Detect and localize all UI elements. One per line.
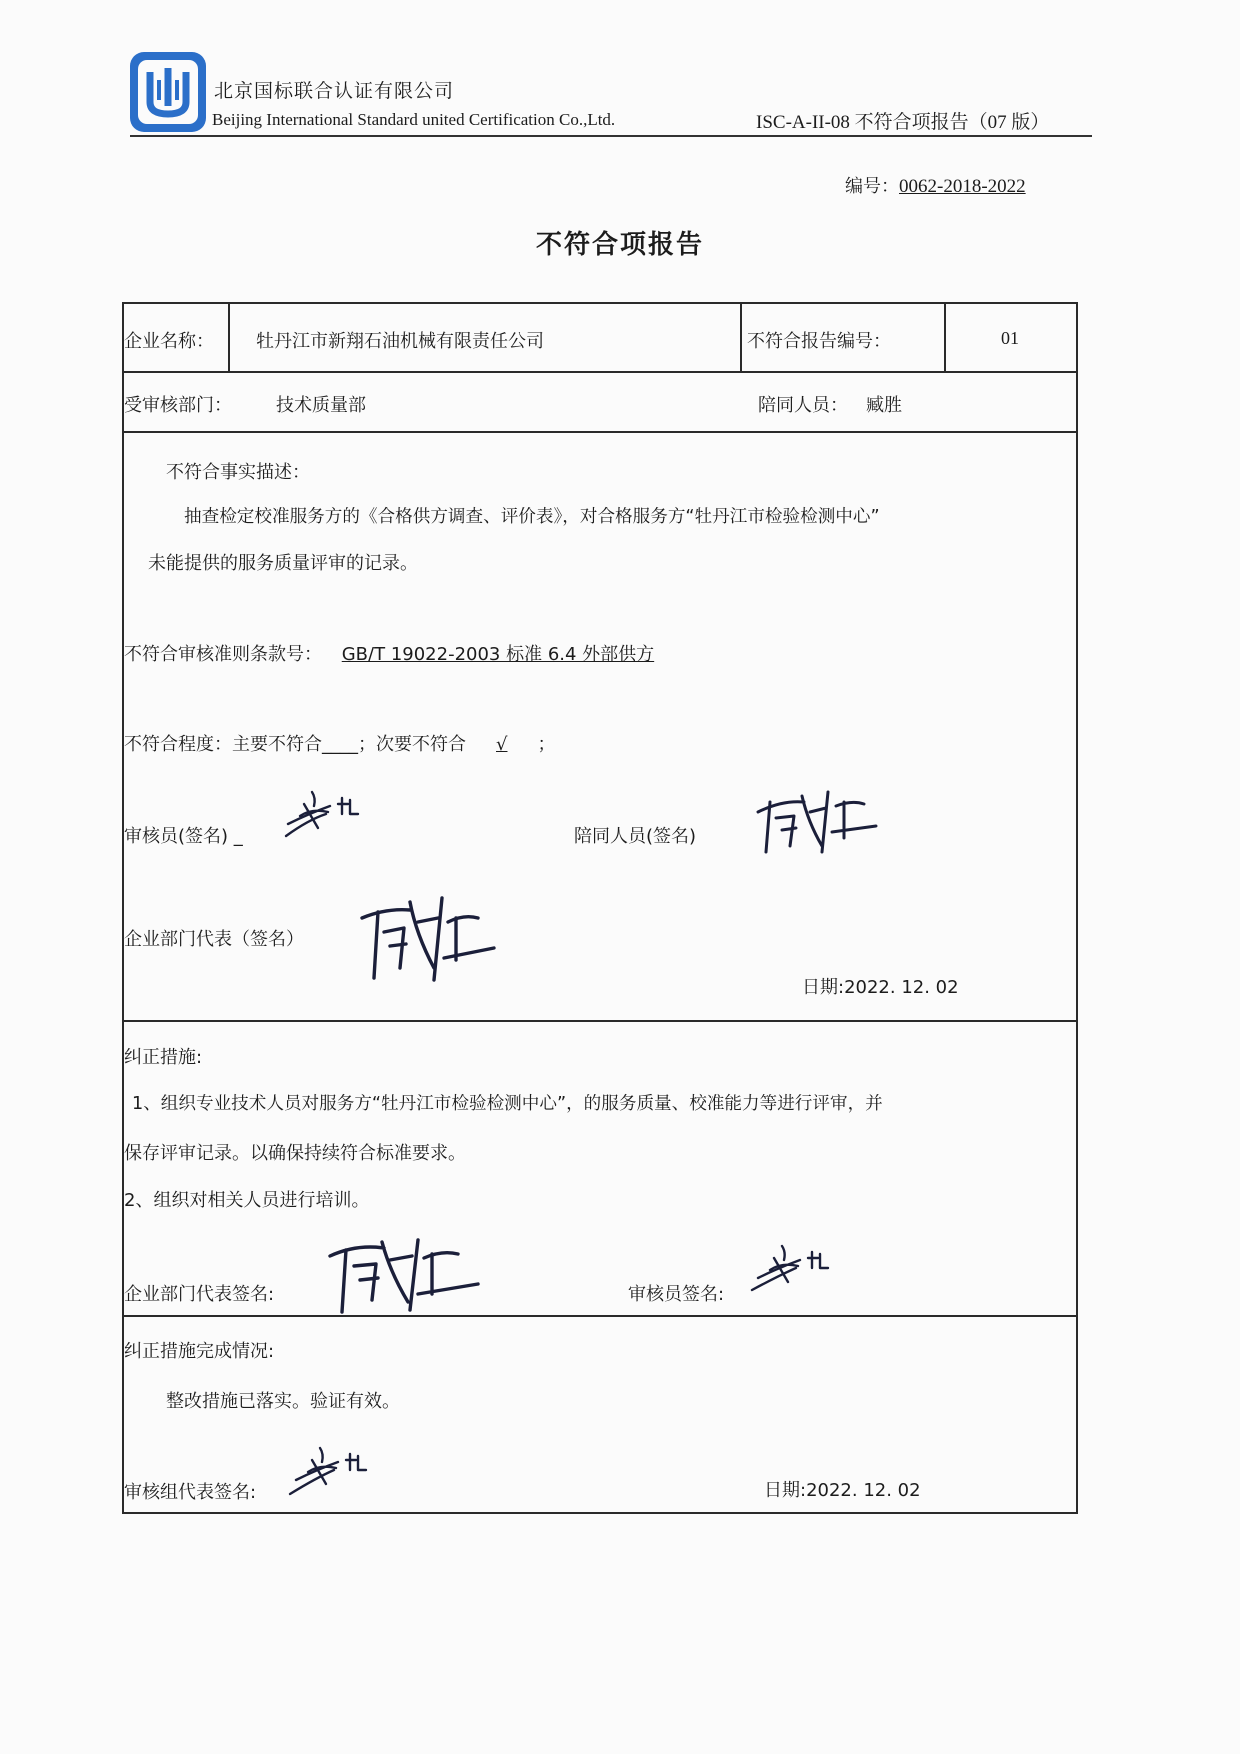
table-divider (944, 302, 946, 372)
clause-label: 不符合审核准则条款号： (124, 644, 322, 665)
form-code: ISC-A-II-08 不符合项报告（07 版） (756, 112, 1050, 133)
table-divider (122, 1315, 1078, 1317)
nonconformity-desc-label: 不符合事实描述： (166, 462, 310, 483)
team-signature (286, 1440, 386, 1500)
clause-row (124, 640, 692, 666)
company-name-en: Beijing International Standard united Certification Co.,Ltd. (212, 110, 616, 129)
auditor-sign-blank: _ (233, 826, 243, 847)
company-logo (128, 50, 208, 134)
table-divider (122, 371, 1078, 373)
document-title: 不符合项报告 (535, 230, 704, 260)
report-no-value: 01 (1001, 328, 1019, 348)
report-no-label: 不符合报告编号： (747, 331, 891, 352)
auditor-sign-label: 审核员(签名) (124, 826, 229, 847)
department-label: 受审核部门： (124, 395, 232, 416)
completion-label: 纠正措施完成情况: (124, 1341, 275, 1362)
department-value: 技术质量部 (276, 395, 366, 416)
completion-date: 日期:2022. 12. 02 (764, 1480, 921, 1501)
completion-text: 整改措施已落实。验证有效。 (166, 1391, 400, 1412)
rep-sign-label: 企业部门代表（签名） (124, 929, 304, 950)
clause-value: GB/T 19022-2003 标准 6.4 外部供方 (341, 644, 655, 665)
corrective-item1-line1: 1、组织专业技术人员对服务方“牡丹江市检验检测中心”，的服务质量、校准能力等进行评审，并 (132, 1094, 883, 1114)
corrective-rep-signature (326, 1236, 482, 1316)
report-number-label: 编号： (845, 176, 899, 197)
corrective-label: 纠正措施: (124, 1047, 203, 1068)
table-divider (122, 431, 1078, 433)
degree-major-blank: ____ (322, 734, 358, 755)
report-number (845, 172, 1026, 198)
team-sign-label: 审核组代表签名: (124, 1482, 257, 1503)
header-divider (130, 135, 1092, 137)
companion-value: 臧胜 (866, 395, 902, 416)
corrective-item2: 2、组织对相关人员进行培训。 (124, 1190, 370, 1211)
degree-end: ； (537, 734, 556, 755)
degree-label: 不符合程度：主要不符合 (124, 734, 322, 755)
corrective-auditor-signature (748, 1238, 848, 1298)
degree-row (124, 730, 555, 756)
company-value: 牡丹江市新翔石油机械有限责任公司 (256, 331, 544, 352)
corrective-rep-sign-label: 企业部门代表签名: (124, 1284, 275, 1305)
nonconformity-date: 日期:2022. 12. 02 (802, 977, 959, 998)
report-number-value: 0062-2018-2022 (899, 176, 1026, 197)
nonconformity-desc-line2: 未能提供的服务质量评审的记录。 (148, 553, 418, 574)
company-name-cn: 北京国标联合认证有限公司 (214, 80, 455, 102)
corrective-auditor-sign-label: 审核员签名: (628, 1284, 725, 1305)
degree-separator: ；次要不符合 (358, 734, 466, 755)
rep-signature (358, 888, 498, 988)
corrective-item1-line2: 保存评审记录。以确保持续符合标准要求。 (124, 1143, 466, 1164)
company-label: 企业名称： (124, 331, 214, 352)
auditor-signature (278, 784, 378, 844)
table-divider (122, 1020, 1078, 1022)
table-divider (740, 302, 742, 372)
table-divider (228, 302, 230, 372)
degree-minor-mark: √ (496, 734, 508, 755)
companion-sign-label: 陪同人员(签名) (574, 826, 697, 847)
nonconformity-desc-line1: 抽查检定校准服务方的《合格供方调查、评价表》，对合格服务方“牡丹江市检验检测中心” (184, 507, 880, 527)
companion-label: 陪同人员： (758, 395, 848, 416)
auditor-sign-row (124, 822, 243, 848)
companion-signature (752, 782, 882, 862)
